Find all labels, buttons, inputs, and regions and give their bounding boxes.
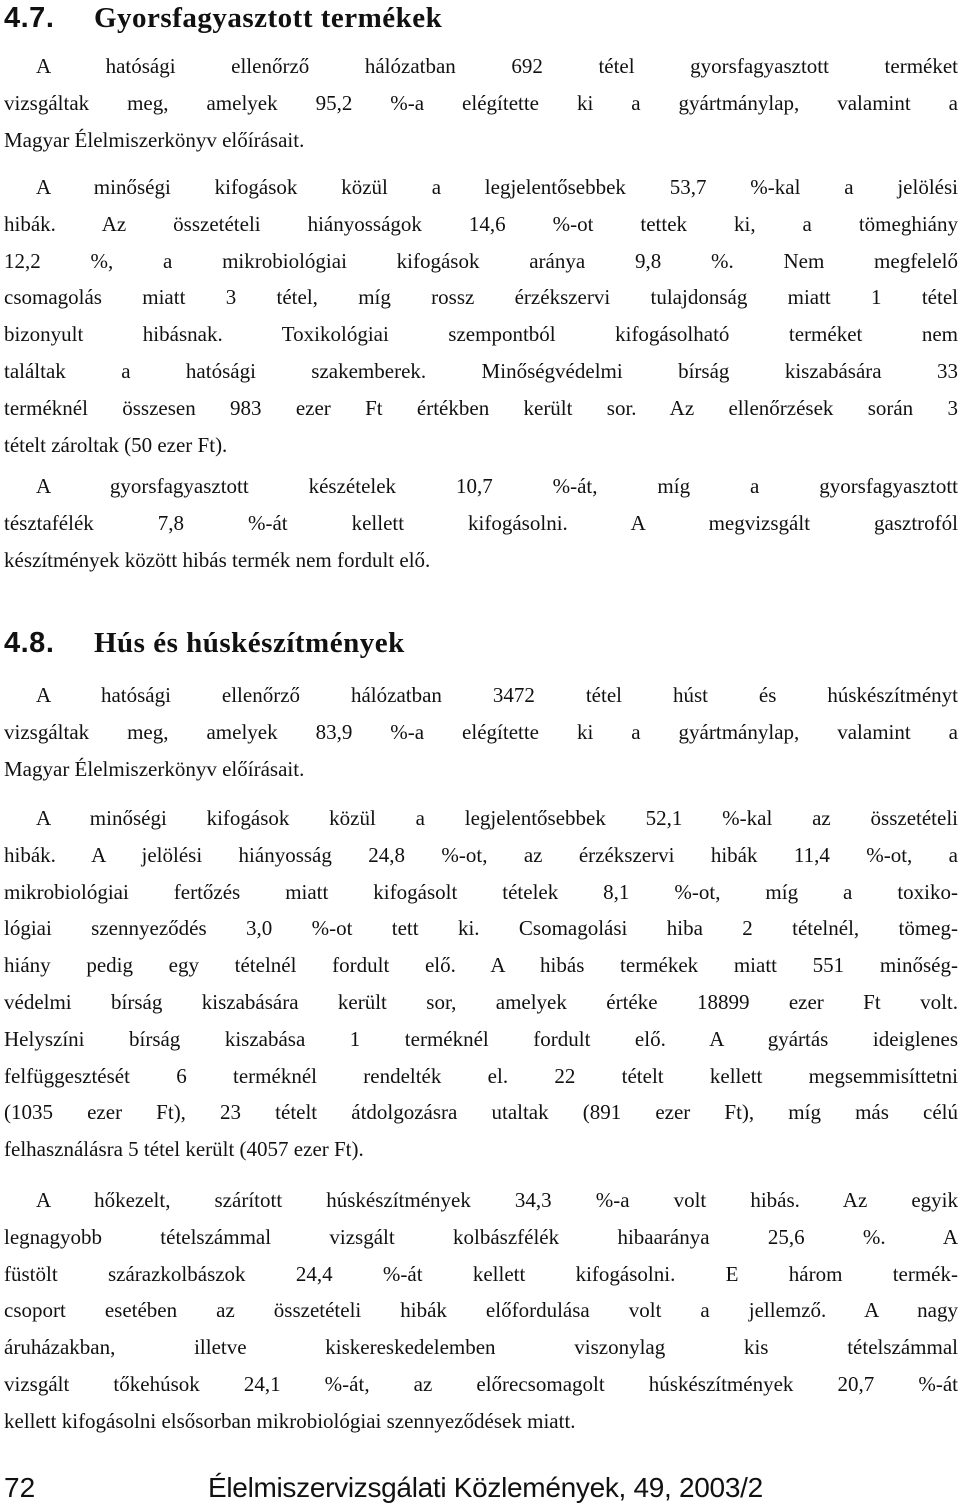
text-line: csomagolás miatt 3 tétel, míg rossz érzékszervi tulajdonság miatt 1 tétel: [4, 285, 958, 310]
text-line: csoport esetében az összetételi hibák előfordulása volt a jellemző. A nagy: [4, 1298, 958, 1323]
paragraph: [4, 1182, 958, 1440]
text-line: hibák. Az összetételi hiányosságok 14,6 %-ot tettek ki, a tömeghiány: [4, 211, 958, 236]
section-number: 4.7.: [4, 2, 55, 34]
section-title: Hús és húskészítmények: [94, 627, 405, 659]
paragraph: [4, 468, 958, 578]
section-title: Gyorsfagyasztott termékek: [94, 2, 443, 34]
text-line: vizsgáltak meg, amelyek 95,2 %-a elégítette ki a gyártmánylap, valamint a: [4, 90, 958, 115]
text-line: hibák. A jelölési hiányosság 24,8 %-ot, az érzékszervi hibák 11,4 %-ot, a: [4, 842, 958, 867]
section-heading-4-7: [4, 2, 442, 35]
text-line: felhasználásra 5 tétel került (4057 ezer Ft).: [4, 1137, 364, 1162]
text-line: 12,2 %, a mikrobiológiai kifogások aránya 9,8 %. Nem megfelelő: [4, 248, 958, 273]
text-line: vizsgált tőkehúsok 24,1 %-át, az előrecsomagolt húskészítmények 20,7 %-át: [4, 1371, 958, 1396]
text-line: Helyszíni bírság kiszabása 1 terméknél fordult elő. A gyártás ideiglenes: [4, 1026, 958, 1051]
page-footer: [4, 1472, 954, 1508]
text-line: Magyar Élelmiszerkönyv előírásait.: [4, 756, 305, 781]
text-line: terméknél összesen 983 ezer Ft értékben került sor. Az ellenőrzések során 3: [4, 395, 958, 420]
text-line: védelmi bírság kiszabására került sor, amelyek értéke 18899 ezer Ft volt.: [4, 989, 958, 1014]
text-line: áruházakban, illetve kiskereskedelemben viszonylag kis tételszámmal: [4, 1335, 958, 1360]
text-line: legnagyobb tételszámmal vizsgált kolbászfélék hibaaránya 25,6 %. A: [4, 1224, 958, 1249]
text-line: A minőségi kifogások közül a legjelentősebbek 53,7 %-kal a jelölési: [36, 175, 958, 199]
text-line: A hőkezelt, szárított húskészítmények 34,3 %-a volt hibás. Az egyik: [36, 1188, 958, 1212]
text-line: A minőségi kifogások közül a legjelentősebbek 52,1 %-kal az összetételi: [36, 806, 958, 830]
text-line: vizsgáltak meg, amelyek 83,9 %-a elégítette ki a gyártmánylap, valamint a: [4, 719, 958, 744]
section-number: 4.8.: [4, 627, 55, 659]
text-line: tésztafélék 7,8 %-át kellett kifogásolni. A megvizsgált gasztrofól: [4, 510, 958, 535]
text-line: mikrobiológiai fertőzés miatt kifogásolt tételek 8,1 %-ot, míg a toxiko-: [4, 879, 958, 904]
text-line: A gyorsfagyasztott készételek 10,7 %-át, míg a gyorsfagyasztott: [36, 474, 958, 498]
text-line: A hatósági ellenőrző hálózatban 692 tétel gyorsfagyasztott terméket: [36, 54, 958, 78]
text-line: találtak a hatósági szakemberek. Minőségvédelmi bírság kiszabására 33: [4, 358, 958, 383]
text-line: lógiai szennyeződés 3,0 %-ot tett ki. Csomagolási hiba 2 tételnél, tömeg-: [4, 916, 958, 941]
text-line: készítmények között hibás termék nem fordult elő.: [4, 547, 431, 572]
text-line: (1035 ezer Ft), 23 tételt átdolgozásra utaltak (891 ezer Ft), míg más célú: [4, 1100, 958, 1125]
paragraph: [4, 48, 958, 158]
text-line: felfüggesztését 6 terméknél rendelték el. 22 tételt kellett megsemmisíttetni: [4, 1063, 958, 1088]
text-line: füstölt szárazkolbászok 24,4 %-át kellett kifogásolni. E három termék-: [4, 1261, 958, 1286]
text-line: tételt zároltak (50 ezer Ft).: [4, 432, 228, 457]
text-line: hiány pedig egy tételnél fordult elő. A hibás termékek miatt 551 minőség-: [4, 953, 958, 978]
paragraph: [4, 677, 958, 787]
section-heading-4-8: [4, 627, 405, 660]
journal-citation: Élelmiszervizsgálati Közlemények, 49, 2003/2: [208, 1472, 763, 1503]
page-number: 72: [4, 1472, 36, 1503]
text-line: kellett kifogásolni elsősorban mikrobiológiai szennyeződések miatt.: [4, 1408, 576, 1433]
paragraph: [4, 169, 958, 463]
text-line: A hatósági ellenőrző hálózatban 3472 tétel húst és húskészítményt: [36, 683, 958, 707]
text-line: bizonyult hibásnak. Toxikológiai szempontból kifogásolható terméket nem: [4, 322, 958, 347]
paragraph: [4, 800, 958, 1168]
text-line: Magyar Élelmiszerkönyv előírásait.: [4, 127, 305, 152]
